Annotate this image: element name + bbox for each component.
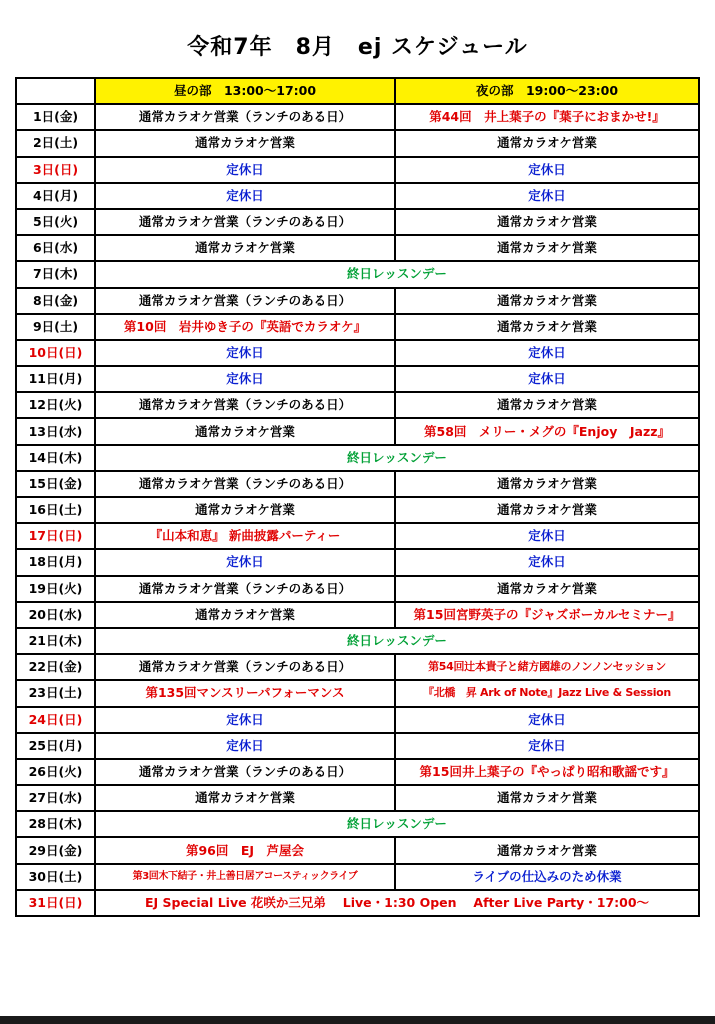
schedule-row xyxy=(16,157,699,183)
date-cell: 14日(木) xyxy=(16,445,95,471)
schedule-row xyxy=(16,654,699,680)
date-cell: 6日(水) xyxy=(16,235,95,261)
all-day-event-cell: 終日レッスンデー xyxy=(95,811,699,837)
date-cell: 25日(月) xyxy=(16,733,95,759)
date-cell: 20日(水) xyxy=(16,602,95,628)
night-session-cell: 通常カラオケ営業 xyxy=(395,497,699,523)
date-cell: 3日(日) xyxy=(16,157,95,183)
date-cell: 15日(金) xyxy=(16,471,95,497)
day-session-cell: 定休日 xyxy=(95,183,395,209)
day-session-cell: 通常カラオケ営業 xyxy=(95,235,395,261)
schedule-row xyxy=(16,104,699,130)
night-session-cell: 定休日 xyxy=(395,183,699,209)
date-cell: 27日(水) xyxy=(16,785,95,811)
night-session-cell: 第15回井上葉子の『やっぱり昭和歌謡です』 xyxy=(395,759,699,785)
day-session-cell: 通常カラオケ営業（ランチのある日） xyxy=(95,392,395,418)
date-cell: 7日(木) xyxy=(16,261,95,287)
date-cell: 9日(土) xyxy=(16,314,95,340)
day-session-cell: 通常カラオケ営業（ランチのある日） xyxy=(95,576,395,602)
night-session-cell: 第15回宮野英子の『ジャズボーカルセミナー』 xyxy=(395,602,699,628)
date-cell: 23日(土) xyxy=(16,680,95,706)
schedule-row xyxy=(16,733,699,759)
schedule-row xyxy=(16,366,699,392)
schedule-row xyxy=(16,576,699,602)
night-session-cell: 通常カラオケ営業 xyxy=(395,209,699,235)
date-cell: 12日(火) xyxy=(16,392,95,418)
date-cell: 29日(金) xyxy=(16,837,95,863)
date-cell: 16日(土) xyxy=(16,497,95,523)
schedule-row xyxy=(16,785,699,811)
date-cell: 17日(日) xyxy=(16,523,95,549)
schedule-row xyxy=(16,890,699,916)
day-session-cell: 定休日 xyxy=(95,549,395,575)
page-title: 令和7年 8月 ej スケジュール xyxy=(187,35,528,60)
schedule-row xyxy=(16,183,699,209)
day-session-cell: 第3回木下結子・井上善日居アコースティックライブ xyxy=(95,864,395,890)
schedule-row xyxy=(16,549,699,575)
night-session-cell: 第44回 井上葉子の『葉子におまかせ!』 xyxy=(395,104,699,130)
night-session-cell: 第54回辻本貴子と緒方國雄のノンノンセッション xyxy=(395,654,699,680)
night-session-cell: 定休日 xyxy=(395,340,699,366)
schedule-row xyxy=(16,759,699,785)
night-session-cell: 定休日 xyxy=(395,733,699,759)
night-session-cell: 通常カラオケ営業 xyxy=(395,576,699,602)
schedule-row xyxy=(16,680,699,706)
night-session-cell: 通常カラオケ営業 xyxy=(395,837,699,863)
date-cell: 10日(日) xyxy=(16,340,95,366)
date-cell: 2日(土) xyxy=(16,130,95,156)
night-session-cell: 通常カラオケ営業 xyxy=(395,288,699,314)
day-session-cell: 通常カラオケ営業（ランチのある日） xyxy=(95,288,395,314)
day-session-cell: 定休日 xyxy=(95,157,395,183)
schedule-row xyxy=(16,209,699,235)
night-session-cell: 定休日 xyxy=(395,366,699,392)
night-session-cell: 第58回 メリー・メグの『Enjoy Jazz』 xyxy=(395,418,699,444)
night-session-cell: 通常カラオケ営業 xyxy=(395,235,699,261)
header-day-session: 昼の部 13:00～17:00 xyxy=(95,78,395,104)
date-cell: 4日(月) xyxy=(16,183,95,209)
date-cell: 22日(金) xyxy=(16,654,95,680)
schedule-row xyxy=(16,130,699,156)
night-session-cell: 定休日 xyxy=(395,157,699,183)
all-day-event-cell: 終日レッスンデー xyxy=(95,445,699,471)
date-cell: 11日(月) xyxy=(16,366,95,392)
date-cell: 30日(土) xyxy=(16,864,95,890)
date-cell: 18日(月) xyxy=(16,549,95,575)
schedule-row xyxy=(16,340,699,366)
day-session-cell: 通常カラオケ営業（ランチのある日） xyxy=(95,759,395,785)
day-session-cell: 通常カラオケ営業（ランチのある日） xyxy=(95,654,395,680)
all-day-event-cell: 終日レッスンデー xyxy=(95,261,699,287)
date-cell: 1日(金) xyxy=(16,104,95,130)
schedule-row xyxy=(16,418,699,444)
date-cell: 19日(火) xyxy=(16,576,95,602)
night-session-cell: 定休日 xyxy=(395,707,699,733)
date-cell: 24日(日) xyxy=(16,707,95,733)
day-session-cell: 通常カラオケ営業 xyxy=(95,497,395,523)
day-session-cell: 『山本和恵』 新曲披露パーティー xyxy=(95,523,395,549)
date-cell: 5日(火) xyxy=(16,209,95,235)
schedule-row xyxy=(16,471,699,497)
day-session-cell: 通常カラオケ営業 xyxy=(95,785,395,811)
day-session-cell: 通常カラオケ営業（ランチのある日） xyxy=(95,471,395,497)
all-day-event-cell: EJ Special Live 花咲か三兄弟 Live・1:30 Open After Live Party・17:00～ xyxy=(95,890,699,916)
day-session-cell: 第96回 EJ 芦屋会 xyxy=(95,837,395,863)
schedule-row xyxy=(16,314,699,340)
schedule-row xyxy=(16,235,699,261)
night-session-cell: ライブの仕込みのため休業 xyxy=(395,864,699,890)
schedule-table xyxy=(15,77,700,917)
date-cell: 28日(木) xyxy=(16,811,95,837)
schedule-row xyxy=(16,523,699,549)
night-session-cell: 通常カラオケ営業 xyxy=(395,130,699,156)
day-session-cell: 定休日 xyxy=(95,340,395,366)
schedule-row xyxy=(16,628,699,654)
schedule-row xyxy=(16,497,699,523)
day-session-cell: 定休日 xyxy=(95,707,395,733)
schedule-row xyxy=(16,445,699,471)
night-session-cell: 通常カラオケ営業 xyxy=(395,471,699,497)
schedule-row xyxy=(16,864,699,890)
all-day-event-cell: 終日レッスンデー xyxy=(95,628,699,654)
night-session-cell: 通常カラオケ営業 xyxy=(395,392,699,418)
date-cell: 13日(水) xyxy=(16,418,95,444)
schedule-row xyxy=(16,602,699,628)
date-cell: 21日(木) xyxy=(16,628,95,654)
day-session-cell: 通常カラオケ営業 xyxy=(95,130,395,156)
day-session-cell: 第135回マンスリーパフォーマンス xyxy=(95,680,395,706)
date-cell: 31日(日) xyxy=(16,890,95,916)
header-date-cell xyxy=(16,78,95,104)
schedule-row xyxy=(16,811,699,837)
schedule-row xyxy=(16,707,699,733)
day-session-cell: 定休日 xyxy=(95,733,395,759)
header-night-session: 夜の部 19:00～23:00 xyxy=(395,78,699,104)
day-session-cell: 通常カラオケ営業（ランチのある日） xyxy=(95,209,395,235)
header-row xyxy=(16,78,699,104)
night-session-cell: 定休日 xyxy=(395,549,699,575)
schedule-row xyxy=(16,261,699,287)
night-session-cell: 通常カラオケ営業 xyxy=(395,785,699,811)
day-session-cell: 通常カラオケ営業 xyxy=(95,602,395,628)
bottom-edge-bar xyxy=(0,1016,715,1024)
schedule-row xyxy=(16,288,699,314)
schedule-row xyxy=(16,392,699,418)
night-session-cell: 通常カラオケ営業 xyxy=(395,314,699,340)
date-cell: 26日(火) xyxy=(16,759,95,785)
schedule-row xyxy=(16,837,699,863)
day-session-cell: 定休日 xyxy=(95,366,395,392)
night-session-cell: 『北橋 昇 Ark of Note』Jazz Live & Session xyxy=(395,680,699,706)
day-session-cell: 通常カラオケ営業 xyxy=(95,418,395,444)
night-session-cell: 定休日 xyxy=(395,523,699,549)
date-cell: 8日(金) xyxy=(16,288,95,314)
day-session-cell: 通常カラオケ営業（ランチのある日） xyxy=(95,104,395,130)
day-session-cell: 第10回 岩井ゆき子の『英語でカラオケ』 xyxy=(95,314,395,340)
